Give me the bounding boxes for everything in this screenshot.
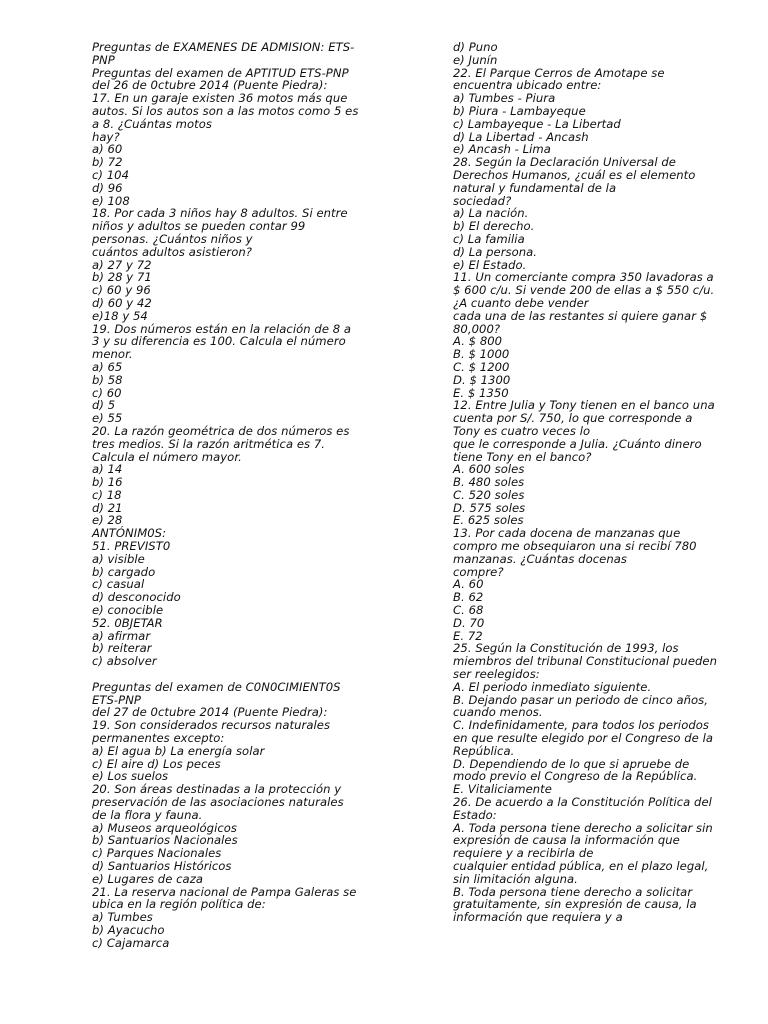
- text-line: D. 575 soles: [453, 500, 526, 515]
- text-line: c) Cajamarca: [92, 935, 170, 950]
- text-line: 28. Según la Declaración Universal de: [453, 155, 676, 170]
- text-line: d) La persona.: [453, 244, 538, 259]
- text-line: a) 27 y 72: [92, 257, 152, 272]
- text-line: niños y adultos se pueden contar 99: [92, 219, 306, 234]
- text-line: e) conocible: [92, 603, 164, 618]
- text-line: a) afirmar: [92, 628, 151, 643]
- text-line: Preguntas del examen de C0N0CIMIENT0S: [92, 679, 341, 694]
- left-column: [92, 41, 364, 950]
- text-line: [92, 668, 364, 681]
- text-line: a) Tumbes - Piura: [453, 91, 556, 106]
- text-line: c) La familia: [453, 231, 525, 246]
- text-line: A. $ 800: [453, 334, 503, 349]
- text-line: República.: [453, 743, 515, 758]
- text-line: b) Santuarios Nacionales: [92, 833, 238, 848]
- text-line: d) 96: [92, 180, 123, 195]
- text-line: c) El aire d) Los peces: [92, 756, 221, 771]
- text-line: B. Dejando pasar un periodo de cinco años,: [453, 692, 708, 707]
- text-line: B. Toda persona tiene derecho a solicitar: [453, 884, 693, 899]
- text-line: Estado:: [453, 807, 497, 822]
- text-line: d) desconocido: [92, 590, 181, 605]
- text-line: sociedad?: [453, 193, 512, 208]
- text-line: 3 y su diferencia es 100. Calcula el número: [92, 334, 346, 349]
- text-line: b) 16: [92, 475, 123, 490]
- text-line: Calcula el número mayor.: [92, 449, 242, 464]
- text-line: b) 58: [92, 372, 123, 387]
- text-line: 19. Dos números están en la relación de 8 a: [92, 321, 352, 336]
- text-line: e) Ancash - Lima: [453, 142, 551, 157]
- text-line: b) El derecho.: [453, 219, 535, 234]
- text-line: 80,000?: [453, 321, 501, 336]
- text-line: ubica en la región política de:: [92, 897, 266, 912]
- text-line: compre?: [453, 564, 504, 579]
- text-line: expresión de causa la información que: [453, 833, 680, 848]
- text-line: personas. ¿Cuántos niños y: [92, 231, 253, 246]
- text-line: c) absolver: [92, 654, 157, 669]
- text-line: tiene Tony en el banco?: [453, 449, 592, 464]
- text-line: c) 18: [92, 487, 122, 502]
- text-line: e) Los suelos: [92, 769, 169, 784]
- text-line: c) 104: [92, 167, 130, 182]
- text-line: E. Vitaliciamente: [453, 782, 552, 797]
- text-line: 12. Entre Julia y Tony tienen en el banco una: [453, 398, 715, 413]
- text-line: en que resulte elegido por el Congreso de la: [453, 731, 714, 746]
- text-line: cada una de las restantes si quiere ganar $: [453, 308, 708, 323]
- text-line: ser reelegidos:: [453, 667, 540, 682]
- text-line: D. Dependiendo de lo que si apruebe de: [453, 756, 690, 771]
- text-line: d) Santuarios Históricos: [92, 859, 232, 873]
- text-line: E. $ 1350: [453, 385, 509, 400]
- text-line: e)18 y 54: [92, 308, 148, 323]
- text-line: C. Indefinidamente, para todos los periodos: [453, 718, 709, 733]
- text-line: cuando menos.: [453, 705, 543, 720]
- text-line: 17. En un garaje existen 36 motos más que: [92, 91, 348, 106]
- text-line: A. Toda persona tiene derecho a solicitar sin: [453, 820, 713, 835]
- text-line: c) 60 y 96: [92, 283, 151, 298]
- text-line: preservación de las asociaciones naturales: [92, 795, 344, 810]
- text-line: d) Puno: [453, 40, 498, 54]
- text-line: e) 28: [92, 513, 123, 528]
- text-line: 21. La reserva nacional de Pampa Galeras se: [92, 884, 357, 899]
- text-line: A. 60: [453, 577, 484, 592]
- text-line: b) 28 y 71: [92, 270, 152, 285]
- text-line: información que requiera y a: [453, 910, 623, 925]
- text-line: B. 480 soles: [453, 475, 525, 490]
- right-column: [453, 41, 727, 924]
- text-line: ETS-PNP: [92, 692, 141, 707]
- text-line: 19. Son considerados recursos naturales: [92, 718, 331, 733]
- text-line: B. 62: [453, 590, 484, 605]
- text-line: C. $ 1200: [453, 359, 510, 374]
- text-line: e) Junín: [453, 52, 498, 67]
- text-line: miembros del tribunal Constitucional pueden: [453, 654, 717, 669]
- text-line: E. 625 soles: [453, 513, 524, 528]
- text-line: encuentra ubicado entre:: [453, 78, 602, 93]
- text-line: 11. Un comerciante compra 350 lavadoras a: [453, 270, 714, 285]
- text-line: d) 60 y 42: [92, 295, 152, 310]
- text-line: permanentes excepto:: [92, 731, 225, 746]
- text-line: C. 520 soles: [453, 487, 525, 502]
- text-line: b) reiterar: [92, 641, 152, 656]
- text-line: c) casual: [92, 577, 145, 592]
- text-line: Preguntas del examen de APTITUD ETS-PNP: [92, 65, 349, 80]
- text-line: ¿A cuanto debe vender: [453, 295, 589, 310]
- text-line: cuántos adultos asistieron?: [92, 244, 252, 259]
- text-line: a) 14: [92, 462, 123, 477]
- text-line: e) El Estado.: [453, 257, 527, 272]
- text-line: natural y fundamental de la: [453, 180, 617, 195]
- text-line: hay?: [92, 129, 120, 144]
- text-line: A. El periodo inmediato siguiente.: [453, 679, 652, 694]
- text-line: B. $ 1000: [453, 347, 510, 362]
- text-line: a) Tumbes: [92, 910, 153, 925]
- text-line: sin limitación alguna.: [453, 871, 578, 886]
- text-line: d) 5: [92, 398, 116, 413]
- text-line: 51. PREVIST0: [92, 539, 171, 554]
- text-line: del 26 de 0ctubre 2014 (Puente Piedra):: [92, 78, 328, 93]
- text-line: de la flora y fauna.: [92, 807, 203, 822]
- text-line: 20. La razón geométrica de dos números es: [92, 423, 350, 438]
- text-line: a) visible: [92, 551, 145, 566]
- text-line: PNP: [92, 52, 115, 67]
- text-line: b) cargado: [92, 564, 156, 579]
- text-line: D. $ 1300: [453, 372, 511, 387]
- text-line: e) 55: [92, 411, 123, 426]
- text-line: 13. Por cada docena de manzanas que: [453, 526, 681, 541]
- text-line: 22. El Parque Cerros de Amotape se: [453, 65, 665, 80]
- text-line: 18. Por cada 3 niños hay 8 adultos. Si entre: [92, 206, 348, 221]
- text-line: que le corresponde a Julia. ¿Cuánto dinero: [453, 436, 702, 451]
- text-line: $ 600 c/u. Si vende 200 de ellas a $ 550 c/u.: [453, 283, 715, 298]
- text-line: modo previo el Congreso de la República.: [453, 769, 698, 784]
- text-line: d) La Libertad - Ancash: [453, 129, 589, 144]
- text-line: del 27 de 0ctubre 2014 (Puente Piedra):: [92, 705, 328, 720]
- text-line: A. 600 soles: [453, 462, 525, 477]
- text-line: C. 68: [453, 603, 484, 618]
- text-line: gratuitamente, sin expresión de causa, la: [453, 897, 697, 912]
- text-line: manzanas. ¿Cuántas docenas: [453, 551, 627, 566]
- text-line: e) Lugares de caza: [92, 871, 203, 886]
- text-line: Derechos Humanos, ¿cuál es el elemento: [453, 167, 696, 182]
- text-line: b) Piura - Lambayeque: [453, 103, 586, 118]
- text-line: c) 60: [92, 385, 122, 400]
- text-line: Tony es cuatro veces lo: [453, 423, 591, 438]
- text-line: b) 72: [92, 155, 123, 170]
- text-line: c) Parques Nacionales: [92, 846, 222, 861]
- text-line: compro me obsequiaron una si recibí 780: [453, 539, 697, 554]
- text-line: 52. 0BJETAR: [92, 615, 163, 630]
- text-line: ANTÓNIM0S:: [92, 526, 167, 541]
- text-line: a) 60: [92, 142, 123, 157]
- text-line: e) 108: [92, 193, 130, 208]
- text-line: autos. Si los autos son a las motos como 5 es: [92, 103, 359, 118]
- text-line: menor.: [92, 347, 133, 362]
- text-line: a) Museos arqueológicos: [92, 820, 238, 835]
- text-line: 20. Son áreas destinadas a la protección y: [92, 782, 342, 797]
- text-line: cuenta por S/. 750, lo que corresponde a: [453, 411, 693, 426]
- text-line: 25. Según la Constitución de 1993, los: [453, 641, 679, 656]
- text-line: 26. De acuerdo a la Constitución Política del: [453, 795, 712, 810]
- text-line: tres medios. Si la razón aritmética es 7.: [92, 436, 326, 451]
- text-line: E. 72: [453, 628, 483, 643]
- text-line: a 8. ¿Cuántas motos: [92, 116, 212, 131]
- text-line: c) Lambayeque - La Libertad: [453, 116, 621, 131]
- text-line: d) 21: [92, 500, 123, 515]
- text-line: b) Ayacucho: [92, 922, 165, 937]
- text-line: cualquier entidad pública, en el plazo legal,: [453, 859, 709, 873]
- text-line: Preguntas de EXAMENES DE ADMISION: ETS-: [92, 40, 355, 54]
- text-line: a) El agua b) La energía solar: [92, 743, 265, 758]
- text-line: a) La nación.: [453, 206, 529, 221]
- text-line: D. 70: [453, 615, 485, 630]
- text-line: requiere y a recibirla de: [453, 846, 594, 861]
- text-line: a) 65: [92, 359, 123, 374]
